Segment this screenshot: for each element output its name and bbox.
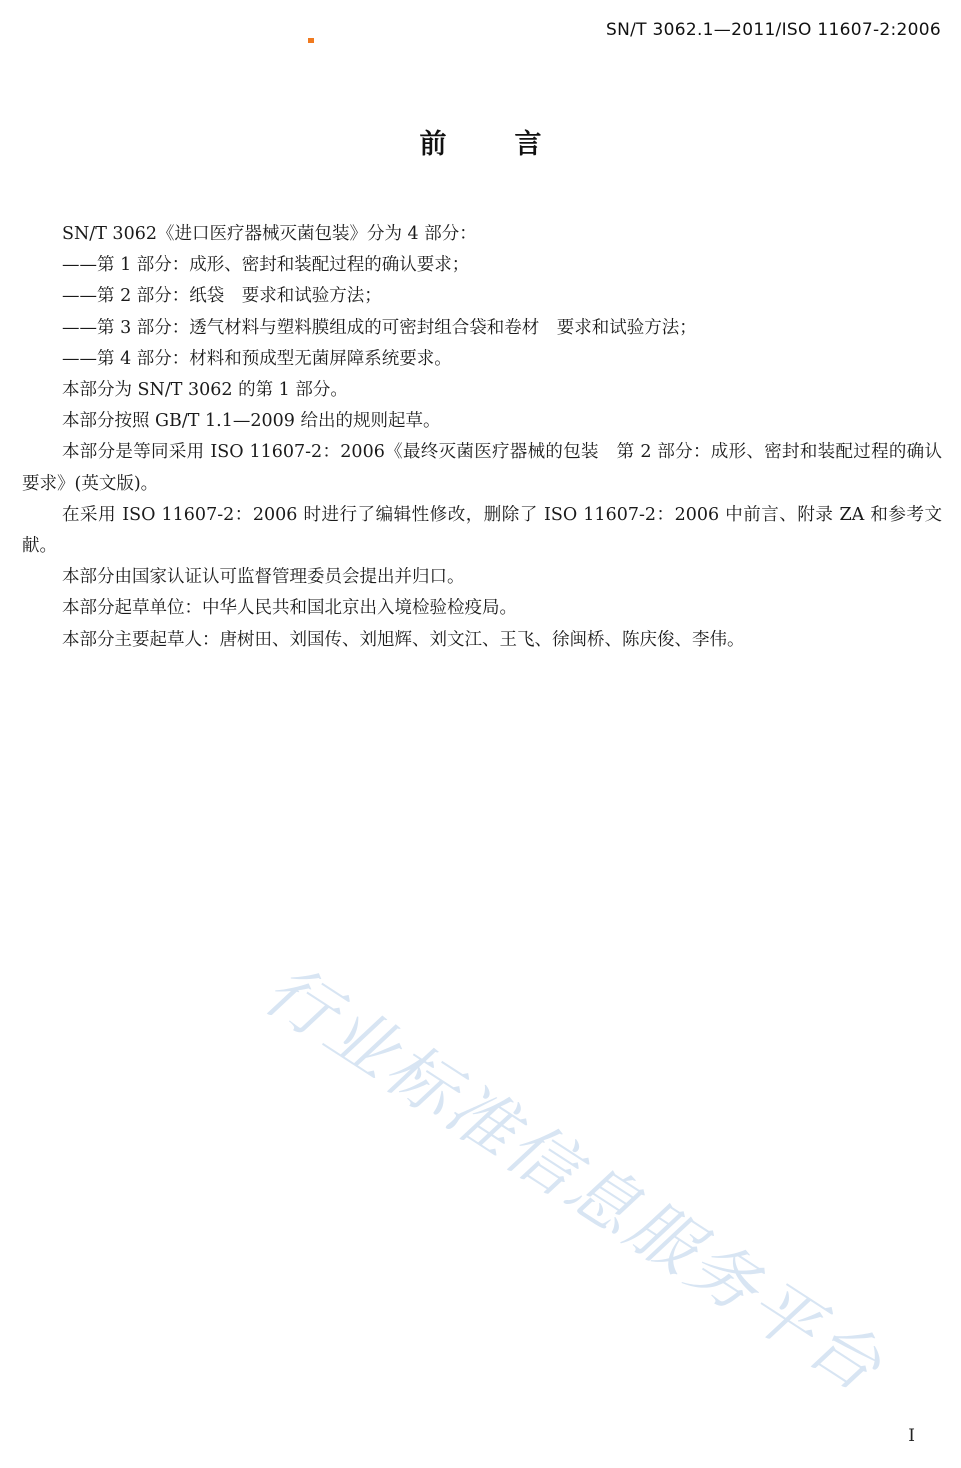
paragraph-equivalence: 本部分是等同采用 ISO 11607-2：2006《最终灭菌医疗器械的包装 第 2 部分：成形、密封和装配过程的确认要求》(英文版)。 bbox=[22, 442, 942, 494]
paragraph-part-1: ——第 1 部分：成形、密封和装配过程的确认要求； bbox=[62, 255, 470, 276]
paragraph-drafting-unit: 本部分起草单位：中华人民共和国北京出入境检验检疫局。 bbox=[62, 598, 517, 619]
page-title bbox=[0, 122, 961, 161]
paragraph-drafters: 本部分主要起草人：唐树田、刘国传、刘旭辉、刘文江、王飞、徐闽桥、陈庆俊、李伟。 bbox=[62, 629, 745, 650]
title-char-1: 前 bbox=[419, 129, 447, 160]
paragraph-drafting-rules: 本部分按照 GB/T 1.1—2009 给出的规则起草。 bbox=[62, 411, 441, 432]
paragraph-proposer: 本部分由国家认证认可监督管理委员会提出并归口。 bbox=[62, 567, 465, 588]
paragraph-part-3: ——第 3 部分：透气材料与塑料膜组成的可密封组合袋和卷材 要求和试验方法； bbox=[62, 317, 697, 338]
paragraph-part-2: ——第 2 部分：纸袋 要求和试验方法； bbox=[62, 286, 382, 307]
paragraph-series-intro: SN/T 3062《进口医疗器械灭菌包装》分为 4 部分： bbox=[62, 224, 477, 244]
orange-marker bbox=[308, 38, 314, 43]
paragraph-modifications: 在采用 ISO 11607-2：2006 时进行了编辑性修改，删除了 ISO 11607-2：2006 中前言、附录 ZA 和参考文献。 bbox=[22, 504, 942, 557]
title-char-2: 言 bbox=[514, 129, 542, 160]
standard-code-header: SN/T 3062.1—2011/ISO 11607-2:2006 bbox=[605, 20, 941, 40]
watermark-text: 行业标准信息服务平台 bbox=[250, 950, 898, 1409]
page-number: I bbox=[908, 1426, 915, 1446]
paragraph-part-4: ——第 4 部分：材料和预成型无菌屏障系统要求。 bbox=[62, 348, 452, 369]
foreword-body bbox=[22, 219, 942, 656]
paragraph-this-part: 本部分为 SN/T 3062 的第 1 部分。 bbox=[62, 380, 348, 401]
